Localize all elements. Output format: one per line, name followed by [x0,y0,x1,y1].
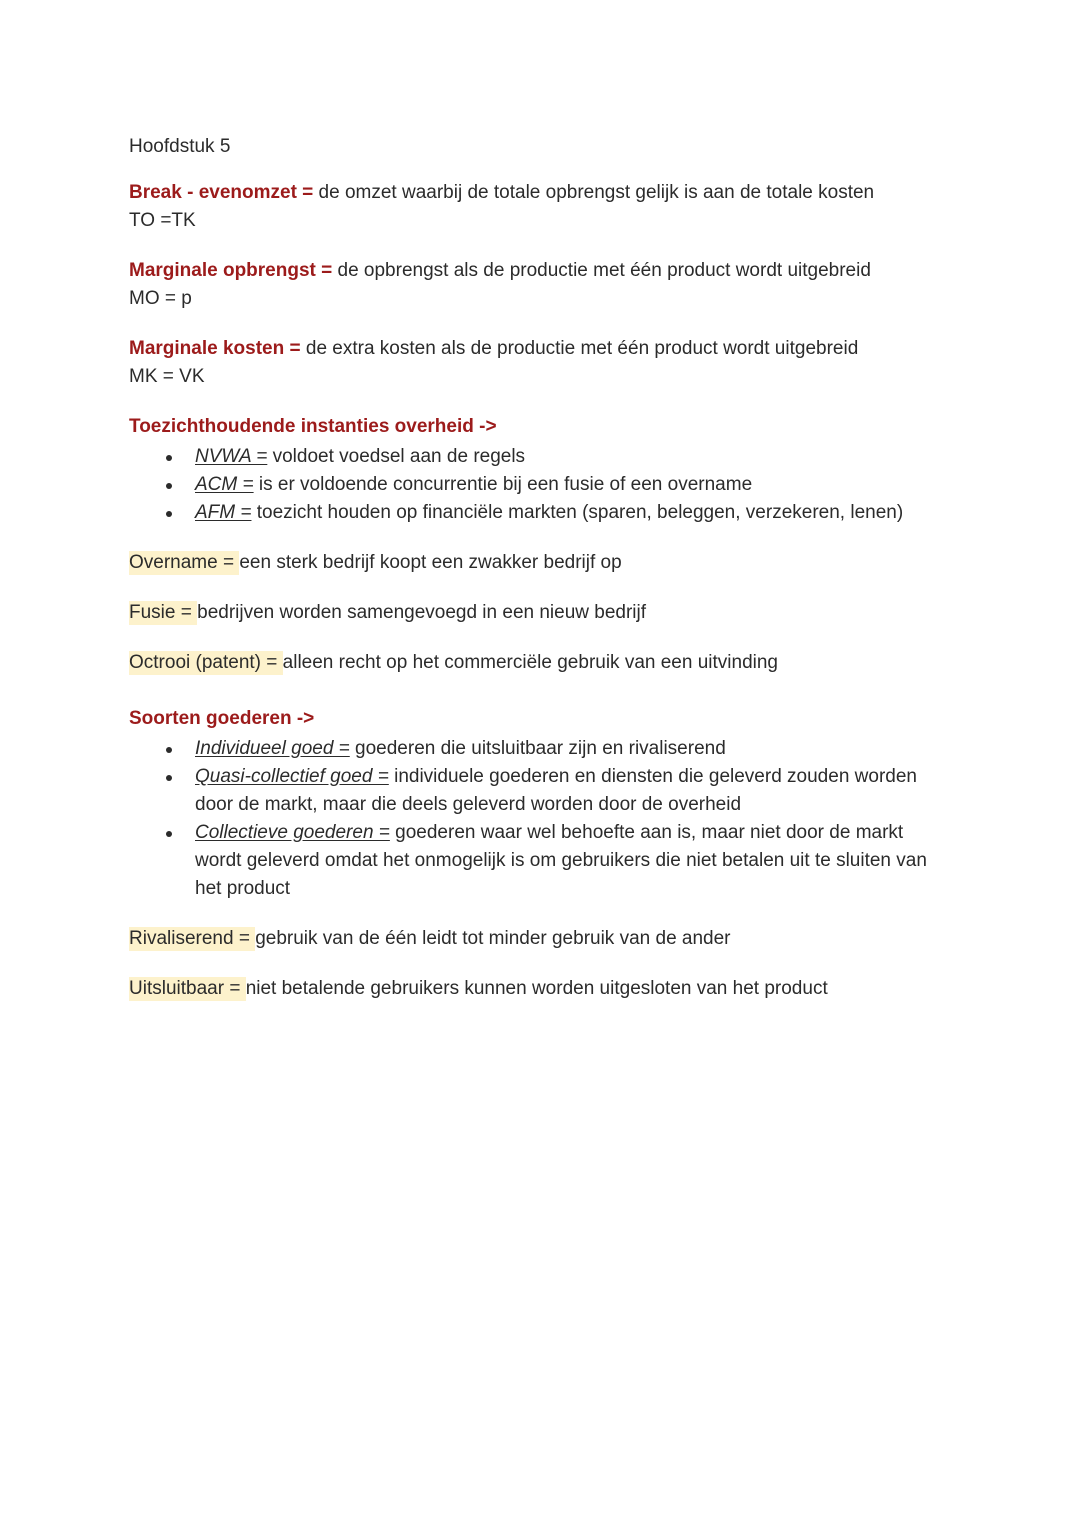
list-item-term: Quasi-collectief goed = [195,766,389,787]
highlighted-definition-overname [129,549,941,577]
list-item-term: AFM = [195,502,252,523]
highlighted-definition-fusie [129,599,941,627]
highlighted-definition-uitsluitbaar [129,975,941,1003]
list-item-description: individuele goederen en diensten die geleverd zouden worden door de markt, maar die deels geleverd worden door de overheid [195,766,917,815]
list-item-description: voldoet voedsel aan de regels [267,446,526,467]
list-item-description: goederen die uitsluitbaar zijn en rivaliserend [349,738,726,759]
definition-marginale-kosten [129,335,941,391]
definition-description: de opbrengst als de productie met één product wordt uitgebreid [332,260,871,281]
definition-description: gebruik van de één leidt tot minder gebruik van de ander [255,928,731,949]
definition-term: Break - evenomzet = [129,182,314,203]
document-page [129,133,941,1025]
list-item-term: Collectieve goederen = [195,822,390,843]
list-item [129,735,941,763]
list-toezichthoudende-instanties [129,443,941,527]
definition-description: een sterk bedrijf koopt een zwakker bedrijf op [239,552,622,573]
highlighted-definition-rivaliserend [129,925,941,953]
definition-description: de omzet waarbij de totale opbrengst gelijk is aan de totale kosten [313,182,875,203]
section-heading-toezichthoudende-instanties: Toezichthoudende instanties overheid -> [129,416,497,437]
list-item [129,443,941,471]
highlighted-term: Rivaliserend = [129,928,256,949]
page-title: Hoofdstuk 5 [129,136,231,157]
highlighted-term: Overname = [129,552,240,573]
list-item-description: toezicht houden op financiële markten (sparen, beleggen, verzekeren, lenen) [251,502,904,523]
definition-term: Marginale opbrengst = [129,260,333,281]
definition-formula: MK = VK [129,366,205,387]
list-item-term: NVWA = [195,446,268,467]
list-item [129,499,941,527]
list-item-description: is er voldoende concurrentie bij een fusie of een overname [253,474,753,495]
highlighted-term: Octrooi (patent) = [129,652,283,673]
list-item-term: ACM = [195,474,254,495]
definition-description: de extra kosten als de productie met één product wordt uitgebreid [300,338,859,359]
definition-term: Marginale kosten = [129,338,301,359]
definition-break-evenomzet [129,179,941,235]
highlighted-term: Uitsluitbaar = [129,978,246,999]
list-soorten-goederen [129,735,941,903]
definition-formula: TO =TK [129,210,196,231]
definition-formula: MO = p [129,288,192,309]
list-item [129,819,941,903]
list-item [129,763,941,819]
definition-description: alleen recht op het commerciële gebruik van een uitvinding [282,652,779,673]
definition-description: bedrijven worden samengevoegd in een nieuw bedrijf [197,602,647,623]
highlighted-definition-octrooi [129,649,941,677]
section-heading-soorten-goederen: Soorten goederen -> [129,708,315,729]
definition-marginale-opbrengst [129,257,941,313]
definition-description: niet betalende gebruikers kunnen worden uitgesloten van het product [245,978,828,999]
list-item [129,471,941,499]
list-item-description: goederen waar wel behoefte aan is, maar niet door de markt wordt geleverd omdat het onmogelijk is om gebruikers die niet betalen uit te sluiten van het product [195,822,927,899]
list-item-term: Individueel goed = [195,738,350,759]
highlighted-term: Fusie = [129,602,198,623]
